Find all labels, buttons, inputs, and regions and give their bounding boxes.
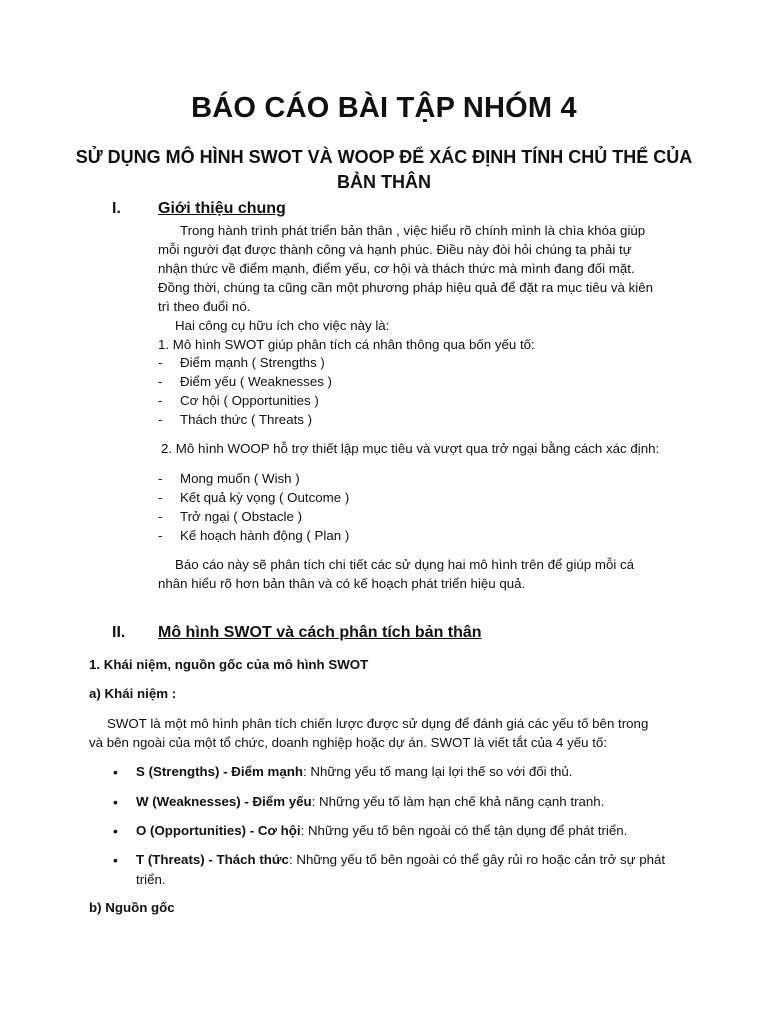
- bullet-term: O (Opportunities) - Cơ hội: [136, 823, 301, 838]
- bullet-desc: : Những yếu tố bên ngoài có thể tận dụng để phát triển.: [300, 823, 628, 838]
- bullet-item: [113, 821, 688, 841]
- intro-line: nhận thức về điểm mạnh, điểm yếu, cơ hội và thách thức mà mình đang đối mặt.: [158, 261, 635, 276]
- woop-intro-line: 2. Mô hình WOOP hỗ trợ thiết lập mục tiêu và vượt qua trở ngại bằng cách xác định:: [161, 441, 660, 456]
- dash-marker: -: [158, 509, 163, 524]
- bullet-desc: : Những yếu tố bên ngoài có thể gây rủi ro hoặc cản trở sự phát triển.: [136, 852, 666, 887]
- list-item: [158, 374, 332, 389]
- bullet-marker: •: [113, 823, 118, 839]
- bullet-desc: : Những yếu tố mang lại lợi thế so với đối thủ.: [302, 764, 573, 779]
- dash-marker: -: [158, 393, 163, 408]
- bullet-item: [113, 792, 688, 812]
- bullet-term: T (Threats) - Thách thức: [136, 852, 289, 867]
- intro-line: Trong hành trình phát triển bản thân , việc hiểu rõ chính mình là chìa khóa giúp: [180, 223, 646, 238]
- swot-intro-line: 1. Mô hình SWOT giúp phân tích cá nhân thông qua bốn yếu tố:: [158, 337, 535, 352]
- bullet-term: W (Weaknesses) - Điểm yếu: [136, 794, 312, 809]
- closing-line: Báo cáo này sẽ phân tích chi tiết các sử dụng hai mô hình trên để giúp mỗi cá: [175, 557, 635, 572]
- section-1-heading: Giới thiệu chung: [158, 200, 286, 217]
- subsection-heading: 1. Khái niệm, nguồn gốc của mô hình SWOT: [89, 657, 369, 672]
- intro-line: mỗi người đạt được thành công và hạnh phúc. Điều này đòi hỏi chúng ta phải tự: [158, 242, 632, 257]
- list-item: [158, 412, 312, 427]
- subsection-heading: a) Khái niệm :: [89, 686, 177, 701]
- section-2-heading: Mô hình SWOT và cách phân tích bản thân: [158, 624, 482, 641]
- subsection-heading: b) Nguồn gốc: [89, 900, 175, 915]
- bullet-marker: •: [113, 794, 118, 810]
- list-item: [158, 471, 300, 486]
- bullet-desc: : Những yếu tố làm hạn chế khả năng cạnh tranh.: [311, 794, 605, 809]
- tools-line: Hai công cụ hữu ích cho việc này là:: [175, 318, 390, 333]
- list-item-text: Cơ hội ( Opportunities ): [180, 393, 319, 408]
- list-item: [158, 528, 349, 543]
- list-item-text: Điểm yếu ( Weaknesses ): [180, 374, 332, 389]
- list-item-text: Kết quả kỳ vọng ( Outcome ): [180, 490, 350, 505]
- list-item-text: Thách thức ( Threats ): [180, 412, 313, 427]
- dash-marker: -: [158, 490, 163, 505]
- list-item-text: Điểm mạnh ( Strengths ): [180, 355, 325, 370]
- dash-marker: -: [158, 471, 163, 486]
- document-subtitle: [60, 145, 708, 195]
- subtitle-line-2: BẢN THÂN: [337, 172, 431, 192]
- list-item: [158, 393, 319, 408]
- bullet-term: S (Strengths) - Điểm mạnh: [136, 764, 303, 779]
- intro-line: Đồng thời, chúng ta cũng cần một phương pháp hiệu quả để đặt ra mục tiêu và kiên: [158, 280, 654, 295]
- list-item: [158, 509, 302, 524]
- section-2-number: II.: [112, 624, 126, 641]
- dash-marker: -: [158, 374, 163, 389]
- bullet-item: [113, 850, 688, 890]
- bullet-marker: •: [113, 852, 118, 868]
- list-item-text: Kế hoạch hành động ( Plan ): [180, 528, 350, 543]
- list-item-text: Trở ngại ( Obstacle ): [180, 509, 303, 524]
- dash-marker: -: [158, 528, 163, 543]
- definition-line: SWOT là một mô hình phân tích chiến lược được sử dụng để đánh giá các yếu tố bên trong: [107, 716, 649, 731]
- bullet-marker: •: [113, 764, 118, 780]
- intro-line: trì theo đuổi nó.: [158, 299, 251, 314]
- list-item-text: Mong muốn ( Wish ): [180, 471, 300, 486]
- section-1-number: I.: [112, 200, 121, 217]
- list-item: [158, 490, 349, 505]
- bullet-item: [113, 762, 688, 782]
- list-item: [158, 355, 325, 370]
- dash-marker: -: [158, 412, 163, 427]
- dash-marker: -: [158, 355, 163, 370]
- closing-line: nhân hiểu rõ hơn bản thân và có kế hoạch phát triển hiệu quả.: [158, 576, 526, 591]
- subtitle-line-1: SỬ DỤNG MÔ HÌNH SWOT VÀ WOOP ĐỂ XÁC ĐỊNH TÍNH CHỦ THỂ CỦA: [75, 147, 693, 167]
- document-title: BÁO CÁO BÀI TẬP NHÓM 4: [191, 92, 577, 124]
- definition-line: và bên ngoài của một tổ chức, doanh nghiệp hoặc dự án. SWOT là viết tắt của 4 yếu tố:: [89, 735, 607, 750]
